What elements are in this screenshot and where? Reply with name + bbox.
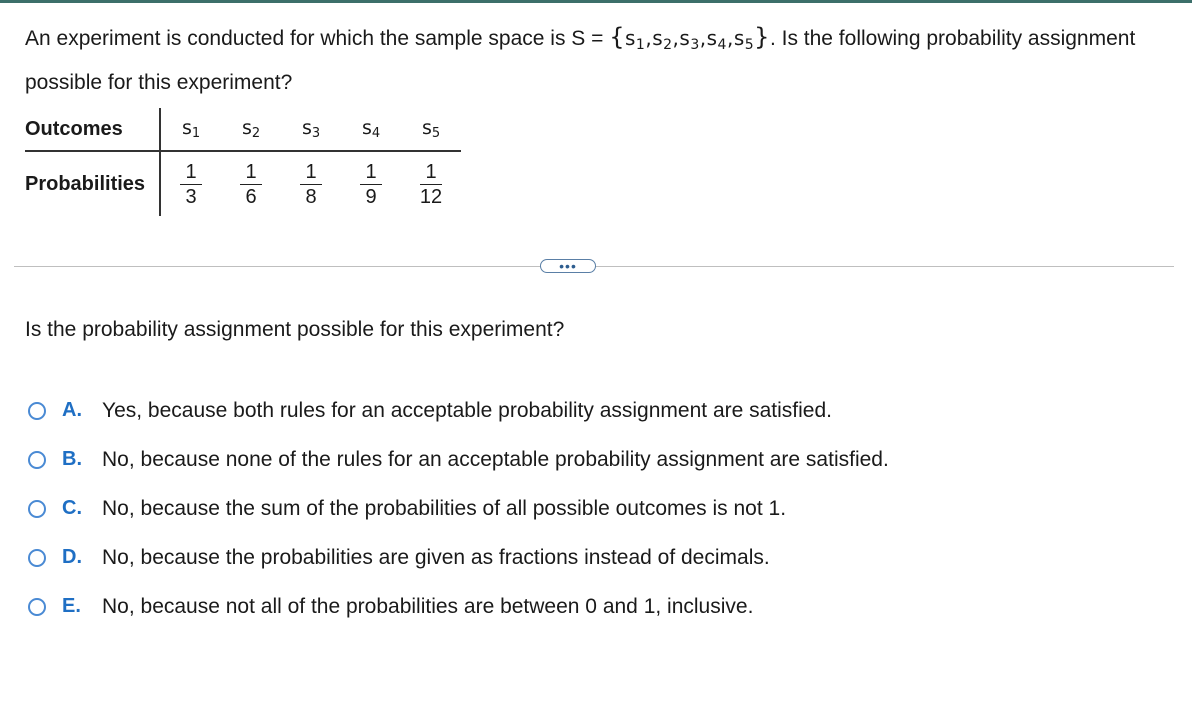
set-element: $s_4$ (706, 26, 727, 53)
question-text (25, 18, 1165, 102)
probability-cell (221, 151, 281, 216)
radio-button[interactable] (28, 549, 46, 567)
choice-letter: A. (62, 399, 82, 421)
fraction: $\frac{1}{12}$ (419, 160, 443, 208)
choice-text: No, because not all of the probabilities are between 0 and 1, inclusive. (102, 594, 754, 618)
set-separator: , (726, 26, 734, 50)
outcomes-row (25, 108, 461, 151)
choice-letter: C. (62, 497, 82, 519)
choice-letter: E. (62, 595, 81, 617)
set-separator: , (645, 26, 653, 50)
probability-cell (281, 151, 341, 216)
set-separator: , (699, 26, 707, 50)
sub-question: Is the probability assignment possible for this experiment? (25, 318, 565, 341)
choice-a[interactable] (28, 386, 889, 435)
top-border (0, 0, 1192, 3)
question-tail: . Is the following probability assignment possible for this experiment? (25, 27, 1136, 94)
outcome-cell: $s_3$ (281, 108, 341, 151)
set-separator: , (672, 26, 680, 50)
set-open-brace: { (609, 23, 625, 51)
probabilities-row (25, 151, 461, 216)
fraction: $\frac{1}{8}$ (300, 160, 322, 209)
probability-cell (160, 151, 221, 216)
choice-d[interactable] (28, 533, 889, 582)
choice-e[interactable] (28, 582, 889, 631)
choice-b[interactable] (28, 435, 889, 484)
fraction: $\frac{1}{3}$ (180, 160, 202, 209)
choice-letter: D. (62, 546, 82, 568)
sample-space-set (609, 23, 770, 53)
outcome-cell: $s_2$ (221, 108, 281, 151)
set-elements (625, 26, 755, 53)
radio-button[interactable] (28, 402, 46, 420)
more-options-button[interactable]: ••• (540, 259, 596, 273)
radio-button[interactable] (28, 598, 46, 616)
probability-cell (341, 151, 401, 216)
choice-text: No, because the probabilities are given as fractions instead of decimals. (102, 545, 770, 569)
outcome-cell: $s_1$ (160, 108, 221, 151)
set-element: $s_5$ (733, 26, 755, 53)
radio-button[interactable] (28, 500, 46, 518)
set-element: $s_3$ (679, 26, 700, 53)
choice-c[interactable] (28, 484, 889, 533)
choice-text: Yes, because both rules for an acceptable probability assignment are satisfied. (102, 398, 832, 422)
set-close-brace: } (754, 23, 770, 51)
probability-cell (401, 151, 461, 216)
choice-letter: B. (62, 448, 82, 470)
fraction: $\frac{1}{9}$ (360, 160, 382, 209)
choice-text: No, because the sum of the probabilities of all possible outcomes is not 1. (102, 496, 787, 520)
choice-text: No, because none of the rules for an acceptable probability assignment are satisfied. (102, 447, 889, 471)
outcome-cell: $s_4$ (341, 108, 401, 151)
fraction: $\frac{1}{6}$ (240, 160, 262, 209)
question-lead: An experiment is conducted for which the sample space is S = (25, 27, 610, 50)
answer-choices (28, 386, 889, 631)
outcome-cell: $s_5$ (401, 108, 461, 151)
radio-button[interactable] (28, 451, 46, 469)
outcomes-label: Outcomes (25, 108, 160, 151)
set-element: $s_1$ (625, 26, 646, 53)
set-element: $s_2$ (652, 26, 673, 53)
probability-table (25, 108, 461, 216)
probabilities-label: Probabilities (25, 151, 160, 216)
